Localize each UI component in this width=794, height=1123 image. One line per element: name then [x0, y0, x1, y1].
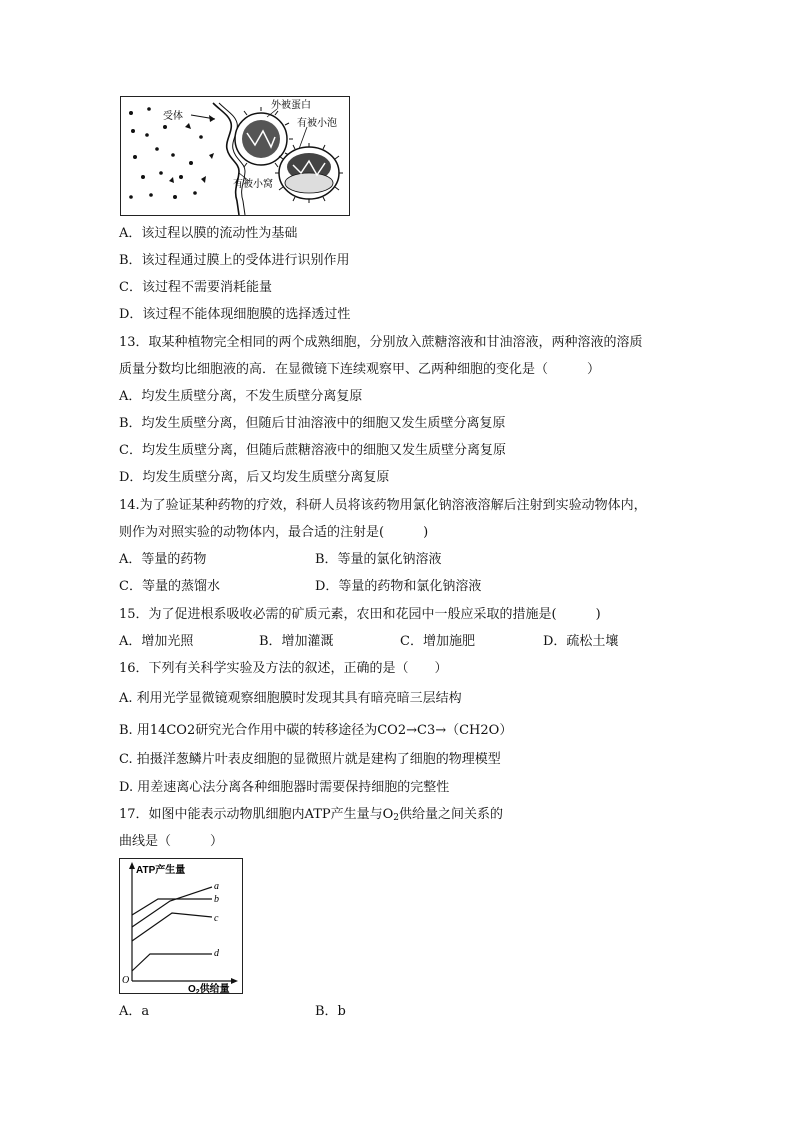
x-axis-label-rest: 供给量 — [199, 984, 230, 993]
q15-option-b: B．增加灌溉 — [259, 634, 334, 649]
q14-stem-line1: 14.为了验证某种药物的疗效，科研人员将该药物用氯化钠溶液溶解后注射到实验动物体内， — [119, 498, 647, 513]
q14-option-a: A．等量的药物 — [119, 552, 207, 567]
curve-c — [132, 913, 212, 941]
q14-option-d: D．等量的药物和氯化钠溶液 — [315, 579, 482, 594]
q17-stem-part-b: 供给量之间关系的 — [399, 807, 504, 822]
q13-option-d: D．均发生质壁分离，后又均发生质壁分离复原 — [119, 470, 390, 485]
q12-option-d: D．该过程不能体现细胞膜的选择透过性 — [119, 307, 351, 322]
q16-option-d: D. 用差速离心法分离各种细胞器时需要保持细胞的完整性 — [119, 780, 450, 795]
q16-option-c: C. 拍摄洋葱鳞片叶表皮细胞的显微照片就是建构了细胞的物理模型 — [119, 752, 501, 767]
q13-option-b: B．均发生质壁分离，但随后甘油溶液中的细胞又发生质壁分离复原 — [119, 416, 506, 431]
q14-stem-line2: 则作为对照实验的动物体内，最合适的注射是( ) — [119, 525, 429, 540]
q14-option-b: B．等量的氯化钠溶液 — [315, 552, 442, 567]
coated-vesicle-shape — [275, 143, 343, 203]
q16-stem: 16．下列有关科学实验及方法的叙述，正确的是（ ） — [119, 661, 448, 676]
q13-stem-line1: 13．取某种植物完全相同的两个成熟细胞，分别放入蔗糖溶液和甘油溶液，两种溶液的溶质 — [119, 335, 643, 350]
q13-option-c: C．均发生质壁分离，但随后蔗糖溶液中的细胞又发生质壁分离复原 — [119, 443, 506, 458]
q16-option-b: B. 用14CO2研究光合作用中碳的转移途径为CO2→C3→（CH2O） — [119, 723, 513, 738]
q12-option-a: A．该过程以膜的流动性为基础 — [119, 226, 298, 241]
outer-protein-label: 外被蛋白 — [271, 100, 311, 111]
q16-option-a: A. 利用光学显微镜观察细胞膜时发现其具有暗亮暗三层结构 — [119, 691, 462, 706]
atp-o2-figure — [119, 858, 243, 994]
y-axis-label: ATP产生量 — [136, 865, 186, 876]
curve-label-d: d — [214, 948, 219, 959]
q17-stem-line1 — [119, 806, 503, 827]
q15-option-d: D．疏松土壤 — [543, 634, 619, 649]
origin-label: O — [122, 975, 130, 986]
q15-stem: 15．为了促进根系吸收必需的矿质元素，农田和花园中一般应采取的措施是( ) — [119, 607, 601, 622]
coated-pit-label: 有被小窝 — [233, 179, 273, 190]
q12-option-b: B．该过程通过膜上的受体进行识别作用 — [119, 253, 350, 268]
receptor-label: 受体 — [163, 111, 183, 122]
q17-stem-part-a: 17．如图中能表示动物肌细胞内ATP产生量与O — [119, 807, 394, 822]
q17-option-a: A．a — [119, 1004, 150, 1019]
curve-d — [132, 954, 212, 971]
q13-stem-line2: 质量分数均比细胞液的高．在显微镜下连续观察甲、乙两种细胞的变化是（ ） — [119, 362, 601, 377]
q17-option-b: B．b — [315, 1004, 346, 1019]
q17-stem-sub: 2 — [393, 813, 400, 823]
curve-label-b: b — [214, 894, 219, 905]
x-axis-label — [188, 982, 230, 993]
q17-stem-line2: 曲线是（ ） — [119, 834, 224, 849]
q13-option-a: A．均发生质壁分离，不发生质壁分离复原 — [119, 389, 363, 404]
x-axis-label-sub: 2 — [195, 989, 200, 993]
coated-vesicle-label: 有被小泡 — [297, 118, 337, 129]
q15-option-c: C．增加施肥 — [400, 634, 475, 649]
q15-option-a: A．增加光照 — [119, 634, 194, 649]
q14-option-c: C．等量的蒸馏水 — [119, 579, 220, 594]
curve-label-a: a — [214, 881, 219, 892]
x-axis-label-o: O — [188, 984, 196, 993]
q12-option-c: C．该过程不需要消耗能量 — [119, 280, 272, 295]
curve-label-c: c — [214, 913, 219, 924]
endocytosis-figure — [120, 96, 350, 216]
